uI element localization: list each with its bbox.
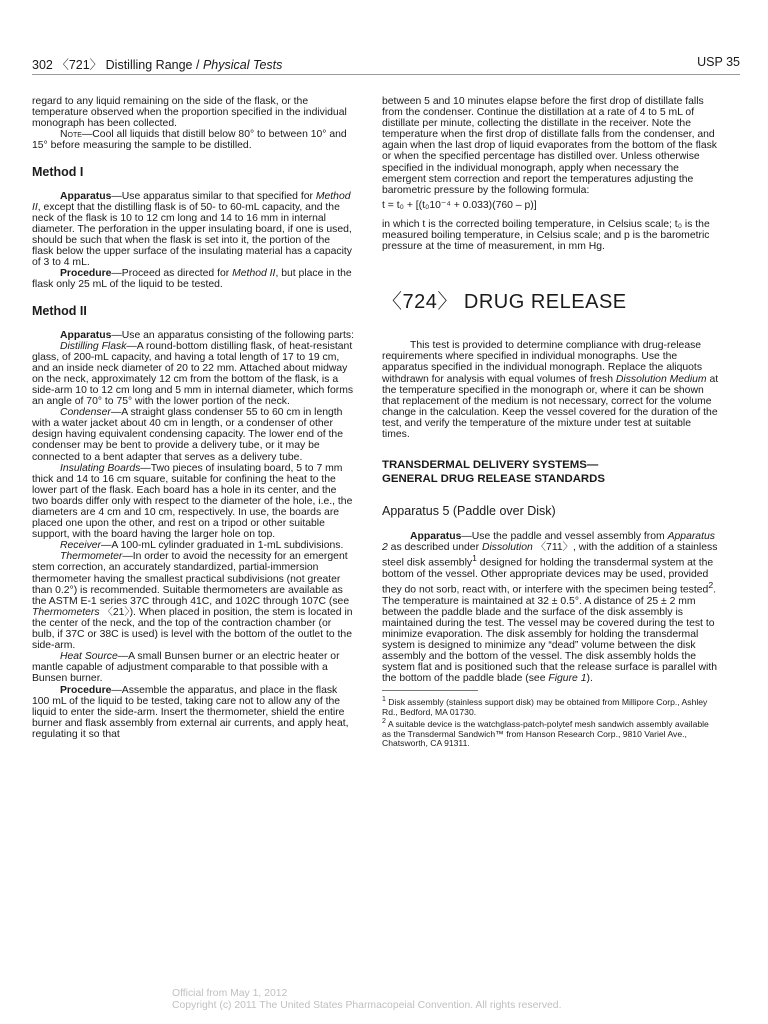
running-header <box>32 55 740 75</box>
m1-procedure-ref: Method II <box>232 268 276 280</box>
m1-procedure-text-a: —Proceed as directed for <box>111 268 233 280</box>
heat-source-paragraph <box>32 651 354 684</box>
method-2-apparatus <box>32 330 354 341</box>
app5-text-a: —Use the paddle and vessel assembly from <box>461 531 668 543</box>
receiver-paragraph <box>32 540 354 551</box>
header-chapter-text: 302 〈721〉 Distilling Range / <box>32 58 203 72</box>
header-book: USP 35 <box>697 55 740 69</box>
condenser-label: Condenser <box>60 407 111 419</box>
insulating-boards-text: —Two pieces of insulating board, 5 to 7 mm thick and 14 to 16 cm square, suitable for confining the heat to the lower part of the flask. Each board has a hole in its center, and the two boards differ only with respect to the diameter of the hole, i.e., the diameters are 4 cm and 10 cm, respectively. In use, the boards are placed one upon the other, and rest on a tripod or other suitable support, with the board having the larger hole on top. <box>32 462 353 541</box>
footer-official-date: Official from May 1, 2012 <box>172 988 288 999</box>
footnote-1 <box>382 695 720 717</box>
thermometer-paragraph <box>32 551 354 651</box>
receiver-label: Receiver <box>60 540 101 552</box>
method-1-apparatus <box>32 191 354 269</box>
condenser-text: —A straight glass condenser 55 to 60 cm in length with a water jacket about 40 cm in length, or a condenser of other design having equivalent condensing capacity. The lower end of the condenser may be bent to provide a delivery tube, or it may be connected to a bent adapter that serves as a delivery tube. <box>32 407 343 463</box>
m1-apparatus-text-b: , except that the distilling flask is of 50- to 60-mL capacity, and the neck of the flask is 10 to 12 cm long and 14 to 16 mm in internal diameter. The perforation in the upper insulating board, if one is used, should be such that when the flask is set into it, the portion of the flask below the upper surface of the insulating material has a capacity of 3 to 4 mL. <box>32 201 352 269</box>
method-2-heading: Method II <box>32 304 87 319</box>
apparatus-5-heading: Apparatus 5 (Paddle over Disk) <box>382 504 556 519</box>
distilling-flask-paragraph <box>32 341 354 408</box>
note-paragraph <box>32 129 354 151</box>
m1-apparatus-ref: Method II <box>32 190 351 213</box>
heat-source-text: —A small Bunsen burner or an electric heater or mantle capable of adjustment comparable to that possible with a Bunsen burner. <box>32 651 340 685</box>
chapter-intro <box>382 340 720 440</box>
footnote-1-text: Disk assembly (stainless support disk) may be obtained from Millipore Corp., Ashley Rd., Bedford, MA 01730. <box>382 697 708 717</box>
footnote-ref-2[interactable]: 2 <box>708 580 714 590</box>
footnote-ref-1[interactable]: 1 <box>472 553 477 564</box>
m2-procedure-text: —Assemble the apparatus, and place in the flask 100 mL of the liquid to be tested, taking care not to allow any of the liquid to enter the side-arm. Insert the thermometer, shield the entire burner and flask assembly from external air currents, and apply heat, regulating it so that <box>32 684 349 740</box>
distilling-flask-text: —A round-bottom distilling flask, of heat-resistant glass, of 200-mL capacity, and having a total length of 17 to 19 cm, and an inside neck diameter of 20 to 22 mm. Attached about midway on the neck, approximately 12 cm from the bottom of the flask, is a side-arm 10 to 12 cm long and 5 mm in internal diameter, which forms an angle of 70° to 75° with the lower portion of the neck. <box>32 340 354 408</box>
app5-label: Apparatus <box>410 531 462 543</box>
apparatus-5-paragraph <box>382 531 720 684</box>
official-footer <box>172 988 561 1011</box>
m1-procedure-text-b: , but place in the flask only 25 mL of the liquid to be tested. <box>32 268 352 291</box>
chapter-title: 〈724〉 DRUG RELEASE <box>382 291 627 314</box>
intro-text-b: at the temperature specified in the monograph or, where it can be shown that replacement of the medium is not necessary, correct for the volume change in the calculation. Keep the vessel covered for the duration of the test, and verify the temperature of the mixture under test at suitable times. <box>382 373 719 440</box>
app5-ref-apparatus-2: Apparatus 2 <box>382 531 715 554</box>
thermometer-text-a: —In order to avoid the necessity for an emergent stem correction, an accurately standardized, partial-immersion thermometer having the smallest practical subdivisions (not greater than 0.2°) is recommended. Suitable thermometers are available as the ASTM E-1 series 37C through 41C, and 102C through 107C (see <box>32 551 350 607</box>
method-1-procedure <box>32 268 354 290</box>
footnote-2 <box>382 717 720 749</box>
thermometer-text-b: 〈21〉). When placed in position, the stem is located in the center of the neck, and the top of the contraction chamber (or bulb, if 37C or 38C is used) is level with the bottom of the outlet to the side-arm. <box>32 606 353 652</box>
intro-text-a: This test is provided to determine compliance with drug-release requirements where specified in individual monographs. Use the apparatus specified in the individual monograph. Replace the aliquots withdrawn for analysis with equal volumes of fresh <box>382 340 703 385</box>
header-chapter <box>32 55 282 73</box>
section-heading-line-2: GENERAL DRUG RELEASE STANDARDS <box>382 473 605 486</box>
app5-text-e: . The temperature is maintained at 32 ± 0.5°. A distance of 25 ± 2 mm between the paddle blade and the surface of the disk assembly is maintained during the test. The vessel may be covered during the test to minimize evaporation. The disk assembly for holding the transdermal system is designed to minimize any “dead” volume between the disk assembly and the bottom of the vessel. The disk assembly holds the system flat and is positioned such that the release surface is parallel with the bottom of the paddle blade (see <box>382 584 717 685</box>
app5-text-f: ). <box>586 673 593 685</box>
m1-procedure-label: Procedure <box>60 268 112 280</box>
header-rule <box>32 74 740 75</box>
continued-paragraph: regard to any liquid remaining on the side of the flask, or the temperature observed when the proportion specified in the individual monograph has been collected. <box>32 96 347 130</box>
insulating-boards-paragraph <box>32 463 354 541</box>
method-2-procedure <box>32 685 354 740</box>
m2-procedure-label: Procedure <box>60 684 112 696</box>
m1-apparatus-text-a: —Use apparatus similar to that specified for <box>111 190 316 202</box>
insulating-boards-label: Insulating Boards <box>60 462 141 474</box>
m2-apparatus-label: Apparatus <box>60 329 112 341</box>
thermometer-label: Thermometer <box>60 551 123 563</box>
m2-apparatus-text: —Use an apparatus consisting of the following parts: <box>111 329 354 341</box>
note-label: Note <box>60 129 82 141</box>
app5-text-c: 〈711〉, with the addition of a stainless steel disk assembly <box>382 542 718 569</box>
header-section-text: Physical Tests <box>202 58 283 72</box>
app5-text-b: as described under <box>387 542 482 554</box>
formula-explanation: in which t is the corrected boiling temperature, in Celsius scale; t₀ is the measured boiling temperature, in Celsius scale; and p is the barometric pressure at the time of measurement, in mm Hg. <box>382 218 710 253</box>
heat-source-label: Heat Source <box>60 651 118 663</box>
thermometer-ref: Thermometers <box>32 606 100 618</box>
right-column <box>382 96 720 749</box>
footnote-2-text: A suitable device is the watchglass-patch-polytef mesh sandwich assembly available as the Transdermal Sandwich™ from Hanson Research Corp., 9810 Variel Ave., Chatsworth, CA 91311. <box>382 719 709 749</box>
m1-apparatus-label: Apparatus <box>60 190 112 202</box>
intro-ref: Dissolution Medium <box>615 373 707 385</box>
footnote-2-number: 2 <box>382 718 386 726</box>
figure-1-ref[interactable]: Figure 1 <box>548 673 587 685</box>
footnote-1-number: 1 <box>382 696 386 704</box>
app5-text-d: designed for holding the transdermal system at the bottom of the vessel. Other appropriate devices may be used, provided they do not sorb, react with, or interfere with the specimen being tested <box>382 557 714 596</box>
app5-ref-dissolution: Dissolution <box>481 542 533 554</box>
footnote-rule <box>382 690 478 691</box>
left-column <box>32 96 354 740</box>
correction-formula: t = t₀ + [(t₀10⁻⁴ + 0.033)(760 – p)] <box>382 199 537 211</box>
procedure-continued: between 5 and 10 minutes elapse before the first drop of distillate falls from the condenser. Continue the distillation at a rate of 4 to 5 mL of distillate per minute, collecting the distillate in the receiver. Note the temperature when the first drop of distillate falls from the condenser, and again when the last drop of liquid evaporates from the bottom of the flask or when the specified percentage has distilled over. Unless otherwise specified in the individual monograph, apply when necessary the emergent stem correction and report the temperatures adjusting the barometric pressure by the following formula: <box>382 96 718 196</box>
section-heading-line-1: TRANSDERMAL DELIVERY SYSTEMS— <box>382 459 599 472</box>
condenser-paragraph <box>32 407 354 462</box>
method-1-heading: Method I <box>32 165 84 180</box>
note-text: —Cool all liquids that distill below 80° to between 10° and 15° before measuring the sample to be distilled. <box>32 129 347 152</box>
distilling-flask-label: Distilling Flask <box>60 340 127 352</box>
footer-copyright: Copyright (c) 2011 The United States Pharmacopeial Convention. All rights reserved. <box>172 999 562 1011</box>
receiver-text: —A 100-mL cylinder graduated in 1-mL subdivisions. <box>101 540 344 552</box>
